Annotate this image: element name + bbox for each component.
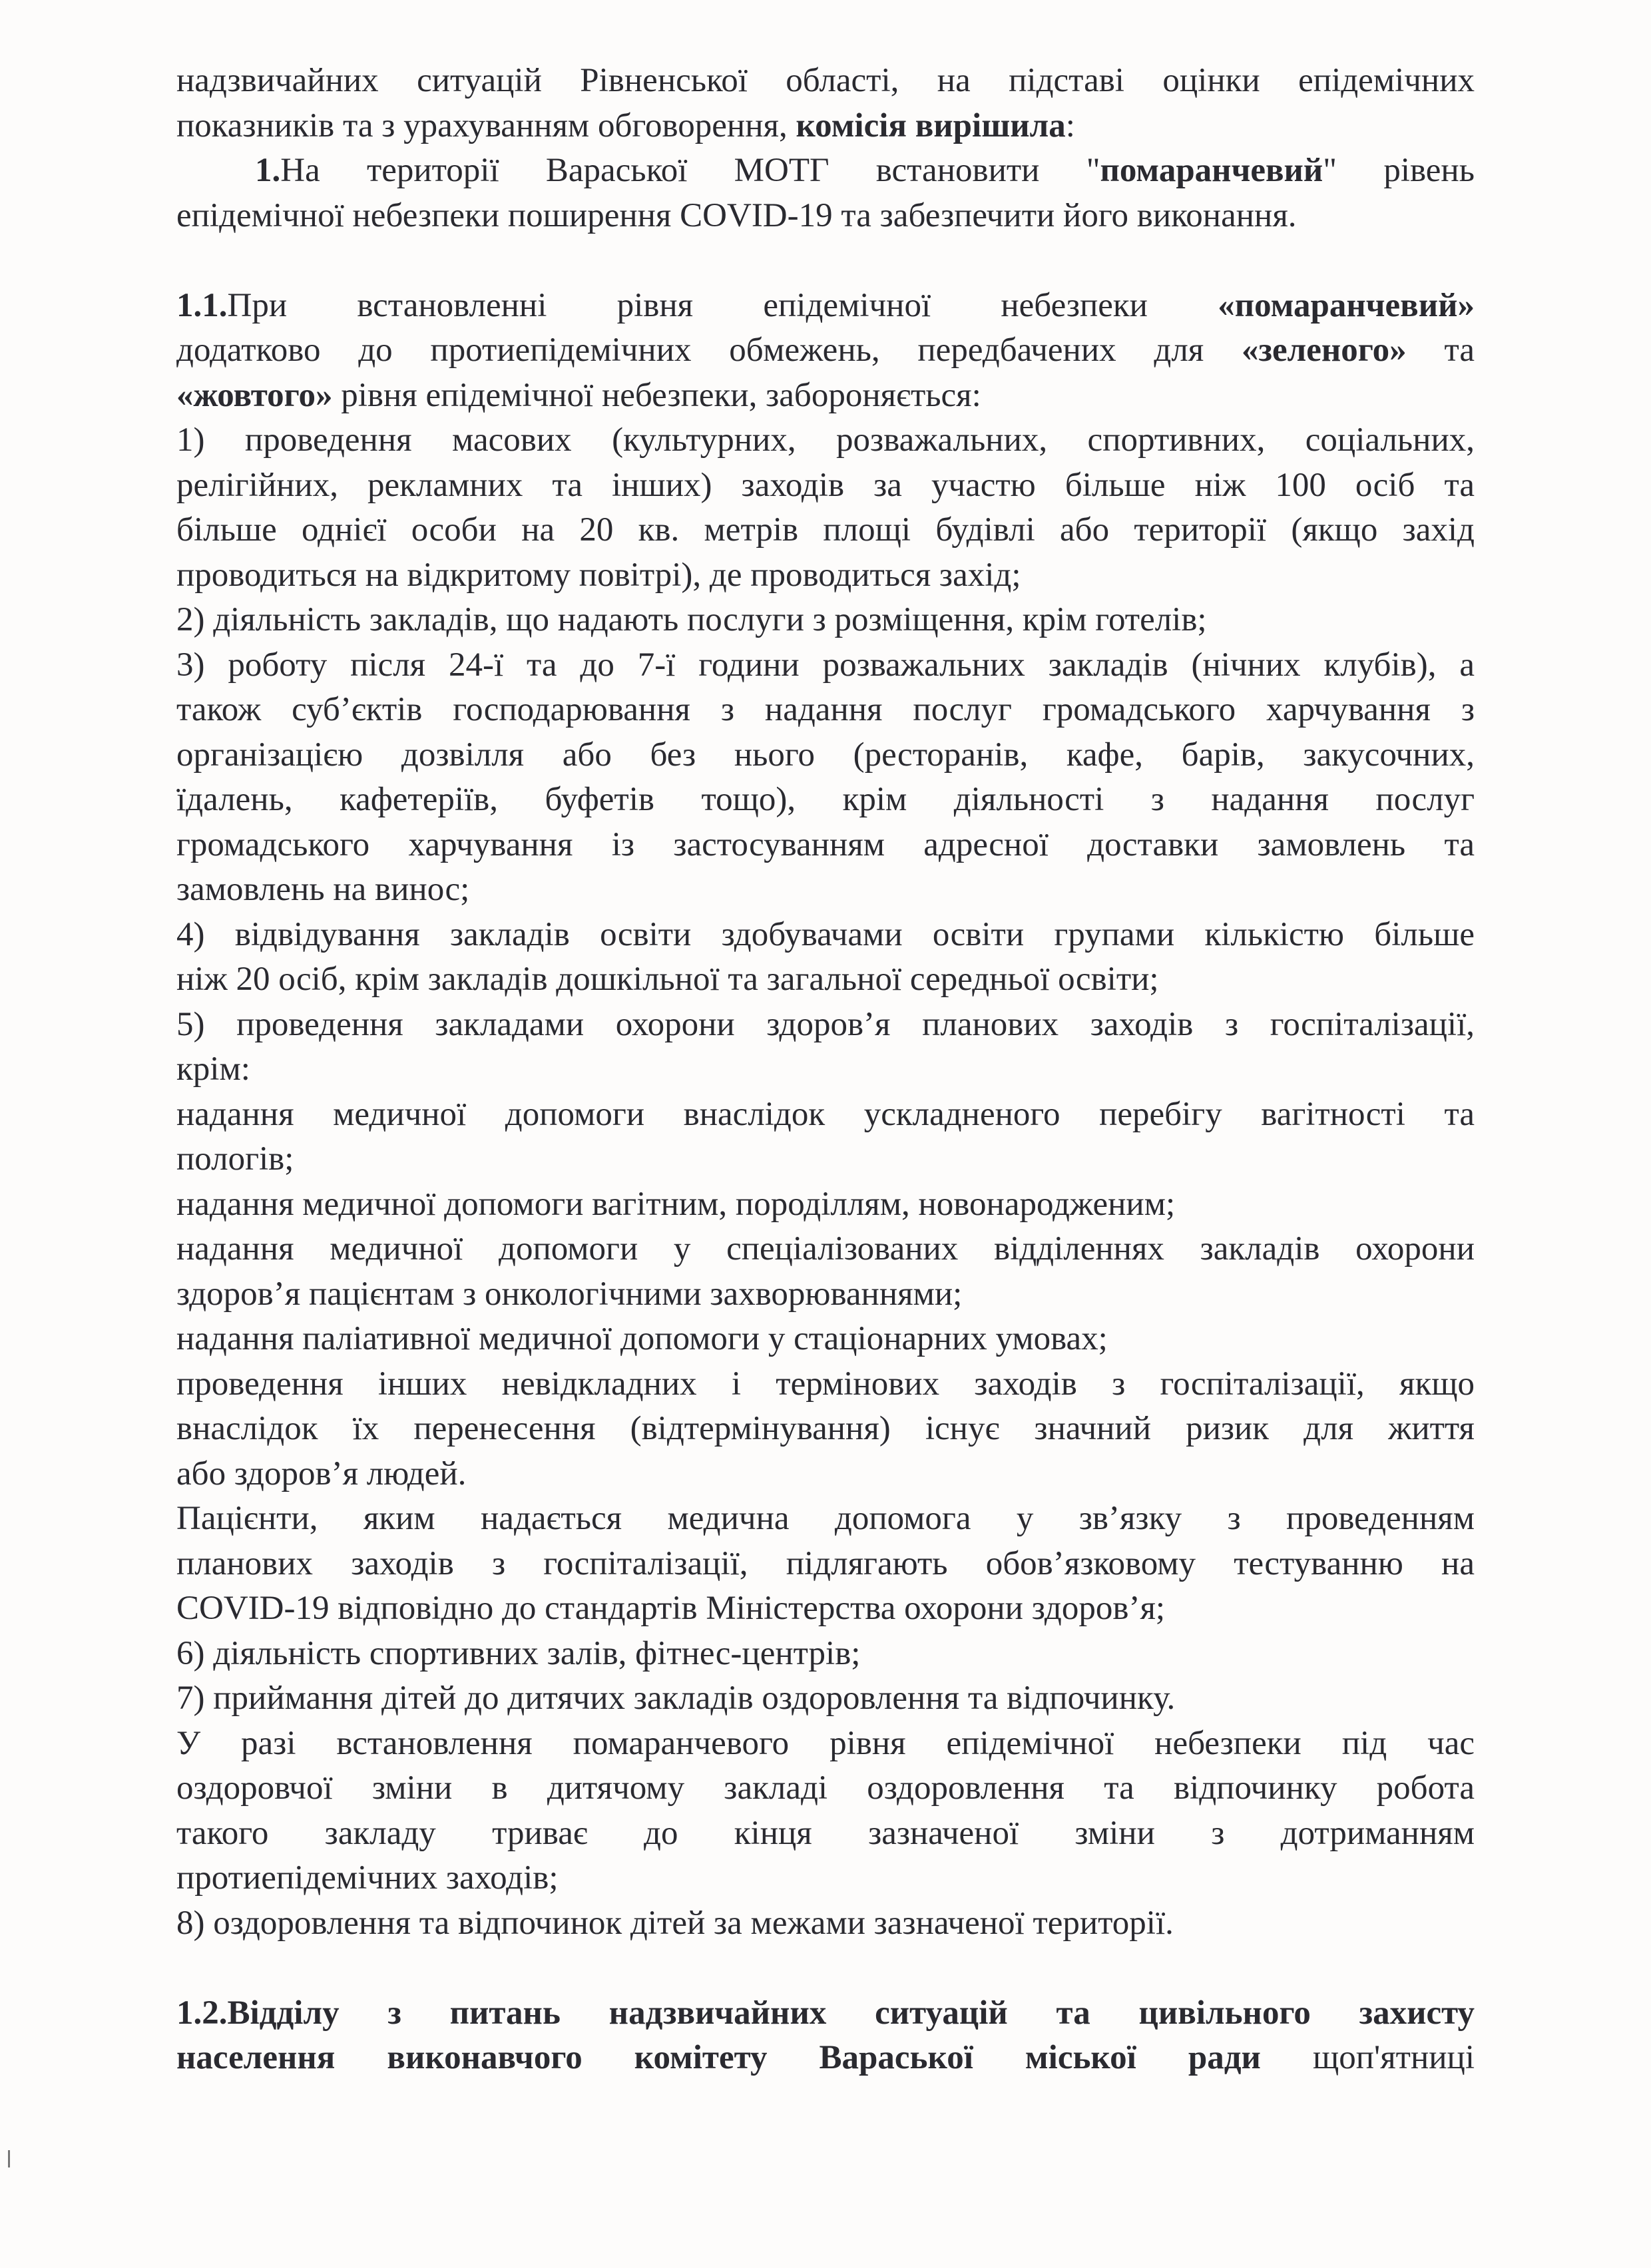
- text-line: релігійних, рекламних та інших) заходів за участю більше ніж 100 осіб та: [176, 466, 1475, 504]
- text-line: епідемічної небезпеки поширення COVID-19 та забезпечити його виконання.: [176, 196, 1297, 234]
- text-line: У разі встановлення помаранчевого рівня епідемічної небезпеки під час: [176, 1724, 1475, 1762]
- bold-phrase: «зеленого»: [1242, 332, 1407, 369]
- text-line: надзвичайних ситуацій Рівненської області, на підставі оцінки епідемічних: [176, 62, 1475, 99]
- text-line: їдалень, кафетеріїв, буфетів тощо), крім діяльності з надання послуг: [176, 781, 1475, 818]
- text-fragment: щоп'ятниці: [1260, 2039, 1475, 2076]
- text-fragment: На території Вараської МОТГ встановити ": [280, 152, 1100, 189]
- text-line: або здоров’я людей.: [176, 1455, 467, 1492]
- bold-phrase: «помаранчевий»: [1218, 286, 1475, 324]
- text-fragment: додатково до протиепідемічних обмежень, передбачених для: [176, 332, 1242, 369]
- paragraph-1-2-line: [176, 1991, 1475, 2036]
- text-line: організацією дозвілля або без нього (ресторанів, кафе, барів, закусочних,: [176, 736, 1475, 774]
- item-number: 1.: [255, 152, 281, 189]
- text-line: ніж 20 осіб, крім закладів дошкільної та загальної середньої освіти;: [176, 961, 1159, 998]
- text-line: замовлень на винос;: [176, 871, 470, 908]
- text-line: 1) проведення масових (культурних, розважальних, спортивних, соціальних,: [176, 421, 1475, 459]
- text-line: надання паліативної медичної допомоги у стаціонарних умовах;: [176, 1320, 1108, 1357]
- text-fragment: та: [1406, 332, 1475, 369]
- text-line: 2) діяльність закладів, що надають послуги з розміщення, крім готелів;: [176, 601, 1207, 638]
- text-line: пологів;: [176, 1140, 294, 1178]
- text-line: 3) роботу після 24-ї та до 7-ї години розважальних закладів (нічних клубів), а: [176, 646, 1475, 684]
- text-line: [176, 328, 1475, 373]
- text-line: 5) проведення закладами охорони здоров’я планових заходів з госпіталізації,: [176, 1005, 1475, 1043]
- text-line: 4) відвідування закладів освіти здобувачами освіти групами кількістю більше: [176, 915, 1475, 953]
- document-body: [176, 59, 1475, 2081]
- text-fragment: рівня епідемічної небезпеки, забороняється:: [332, 376, 981, 414]
- text-line: 8) оздоровлення та відпочинок дітей за межами зазначеної території.: [176, 1904, 1174, 1942]
- text-line: [176, 373, 1475, 419]
- bold-phrase: населення виконавчого комітету Вараської міської ради: [176, 2039, 1261, 2076]
- text-fragment: показників та з урахуванням обговорення,: [176, 107, 796, 144]
- text-line: внаслідок їх перенесення (відтермінування) існує значний ризик для життя: [176, 1410, 1475, 1447]
- paragraph-1-line: [176, 148, 1475, 194]
- bold-phrase: комісія вирішила: [796, 107, 1066, 144]
- text-line: надання медичної допомоги у спеціалізованих відділеннях закладів охорони: [176, 1230, 1475, 1267]
- bold-phrase: 1.2.Відділу з питань надзвичайних ситуацій та цивільного захисту: [176, 1994, 1475, 2032]
- text-fragment: " рівень: [1323, 152, 1475, 189]
- text-line: надання медичної допомоги внаслідок ускладненого перебігу вагітності та: [176, 1095, 1475, 1133]
- text-line: такого закладу триває до кінця зазначеної зміни з дотриманням: [176, 1814, 1475, 1852]
- bold-phrase: «жовтого»: [176, 376, 333, 414]
- text-fragment: :: [1065, 107, 1075, 144]
- paragraph-gap: [176, 1946, 1475, 1991]
- text-line: планових заходів з госпіталізації, підлягають обов’язковому тестуванню на: [176, 1544, 1475, 1582]
- text-line: громадського харчування із застосуванням адресної доставки замовлень та: [176, 825, 1475, 863]
- text-line: 6) діяльність спортивних залів, фітнес-центрів;: [176, 1634, 861, 1672]
- text-line: 7) приймання дітей до дитячих закладів оздоровлення та відпочинку.: [176, 1680, 1176, 1717]
- item-number: 1.1.: [176, 286, 228, 324]
- text-line: Пацієнти, яким надається медична допомога у зв’язку з проведенням: [176, 1500, 1475, 1537]
- text-line: також суб’єктів господарювання з надання послуг громадського харчування з: [176, 691, 1475, 728]
- text-line: крім:: [176, 1050, 250, 1088]
- text-line: протиепідемічних заходів;: [176, 1859, 559, 1897]
- text-line: COVID-19 відповідно до стандартів Міністерства охорони здоров’я;: [176, 1590, 1166, 1627]
- scan-edge-mark: [8, 2150, 10, 2167]
- text-line: здоров’я пацієнтам з онкологічними захворюваннями;: [176, 1275, 963, 1313]
- text-line: більше однієї особи на 20 кв. метрів площі будівлі або території (якщо захід: [176, 511, 1475, 549]
- text-line: проводиться на відкритому повітрі), де проводиться захід;: [176, 556, 1021, 594]
- text-line: надання медичної допомоги вагітним, породіллям, новонародженим;: [176, 1185, 1176, 1223]
- paragraph-1-1-line: [176, 284, 1475, 329]
- text-line: оздоровчої зміни в дитячому закладі оздоровлення та відпочинку робота: [176, 1769, 1475, 1807]
- paragraph-gap: [176, 238, 1475, 284]
- text-fragment: При встановленні рівня епідемічної небезпеки: [227, 286, 1218, 324]
- text-line: проведення інших невідкладних і термінових заходів з госпіталізації, якщо: [176, 1365, 1475, 1403]
- text-line: [176, 2036, 1475, 2081]
- text-line: [176, 104, 1475, 149]
- bold-phrase: помаранчевий: [1100, 152, 1323, 189]
